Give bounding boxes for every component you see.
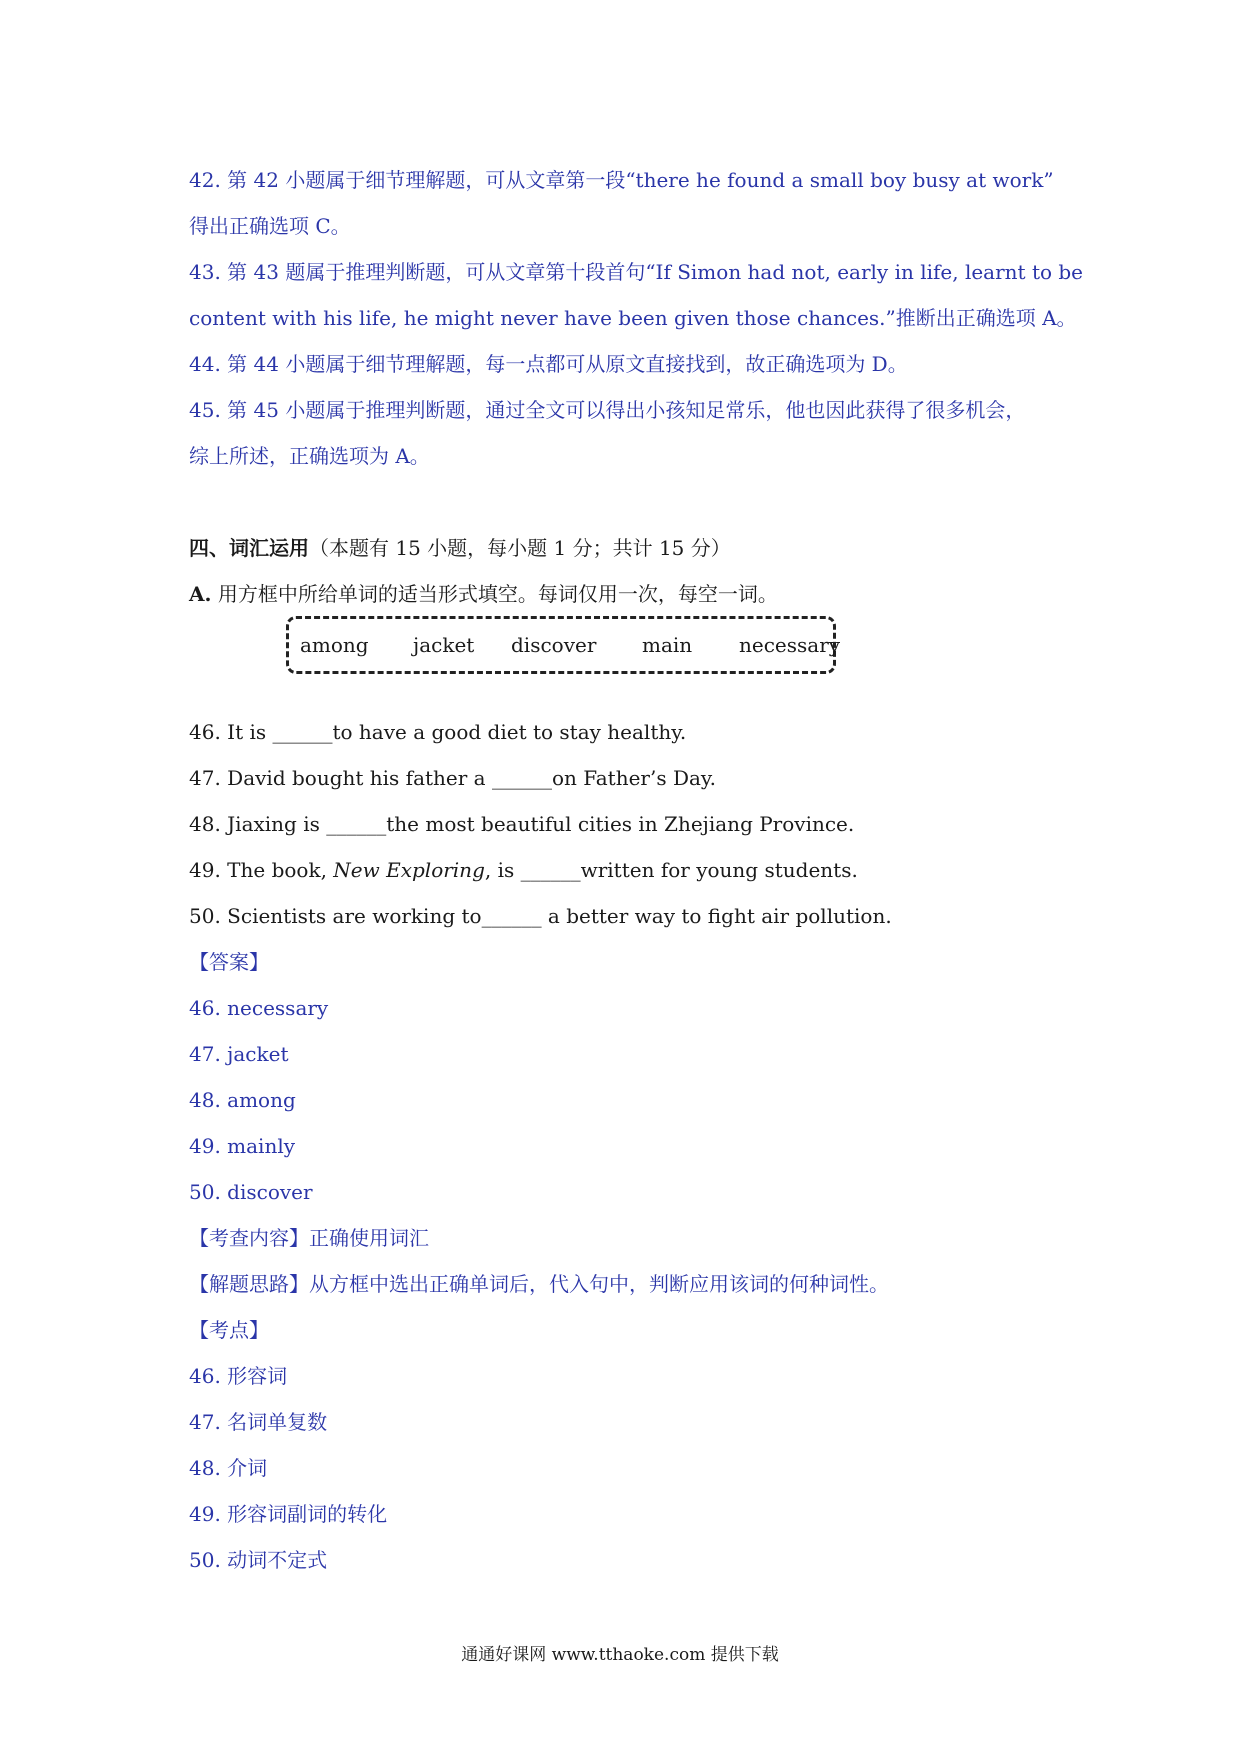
content-label: 【考查内容】 <box>189 1226 309 1250</box>
question-46: 46. It is ______to have a good diet to stay healthy. <box>189 720 687 744</box>
question-49-post: , is ______written for young students. <box>484 858 858 882</box>
question-47: 47. David bought his father a ______on Father’s Day. <box>189 766 716 790</box>
content-text: 正确使用词汇 <box>309 1226 429 1250</box>
point-item: 47. 名词单复数 <box>189 1410 328 1434</box>
analysis-line: 42. 第 42 小题属于细节理解题，可从文章第一段“there he found a small boy busy at work” <box>189 168 1054 192</box>
content-line <box>189 1224 429 1252</box>
question-49-pre: 49. The book, <box>189 858 334 882</box>
word-box <box>286 616 841 674</box>
answer-item: 46. necessary <box>189 996 329 1020</box>
word-box-item: jacket <box>413 633 475 657</box>
approach-label: 【解题思路】 <box>189 1272 309 1296</box>
book-title: New Exploring <box>333 858 485 882</box>
point-item: 49. 形容词副词的转化 <box>189 1502 388 1526</box>
answer-item: 48. among <box>189 1088 296 1112</box>
word-box-item: necessary <box>739 633 841 657</box>
analysis-line: 45. 第 45 小题属于推理判断题，通过全文可以得出小孩知足常乐，他也因此获得了很多机会， <box>189 398 1026 422</box>
word-box-item: main <box>642 633 693 657</box>
part-instruction: 用方框中所给单词的适当形式填空。每词仅用一次，每空一词。 <box>211 582 778 606</box>
points-heading: 【考点】 <box>189 1318 269 1342</box>
analysis-line: 综上所述，正确选项为 A。 <box>189 444 430 468</box>
part-a-instruction <box>189 580 778 608</box>
part-label: A. <box>189 582 212 606</box>
question-48: 48. Jiaxing is ______the most beautiful cities in Zhejiang Province. <box>189 812 855 836</box>
word-box-item: among <box>300 633 369 657</box>
answer-item: 49. mainly <box>189 1134 296 1158</box>
point-item: 48. 介词 <box>189 1456 268 1480</box>
answer-item: 47. jacket <box>189 1042 289 1066</box>
answer-item: 50. discover <box>189 1180 313 1204</box>
approach-text: 从方框中选出正确单词后，代入句中，判断应用该词的何种词性。 <box>309 1272 889 1296</box>
analysis-line: content with his life, he might never have been given those chances.”推断出正确选项 A。 <box>189 306 1077 330</box>
answer-heading: 【答案】 <box>189 950 269 974</box>
approach-line <box>189 1270 889 1298</box>
page-footer: 通通好课网 www.tthaoke.com 提供下载 <box>461 1645 779 1665</box>
point-item: 46. 形容词 <box>189 1364 288 1388</box>
analysis-line: 44. 第 44 小题属于细节理解题，每一点都可从原文直接找到，故正确选项为 D。 <box>189 352 908 376</box>
point-item: 50. 动词不定式 <box>189 1548 328 1572</box>
analysis-line: 43. 第 43 题属于推理判断题，可从文章第十段首句“If Simon had not, early in life, learnt to be <box>189 260 1084 284</box>
question-50: 50. Scientists are working to______ a better way to fight air pollution. <box>189 904 892 928</box>
question-49 <box>189 856 858 884</box>
analysis-line: 得出正确选项 C。 <box>189 214 351 238</box>
section-heading <box>189 534 731 562</box>
section-note: （本题有 15 小题，每小题 1 分；共计 15 分） <box>309 536 731 560</box>
word-box-item: discover <box>511 633 597 657</box>
section-title: 四、词汇运用 <box>189 536 309 560</box>
